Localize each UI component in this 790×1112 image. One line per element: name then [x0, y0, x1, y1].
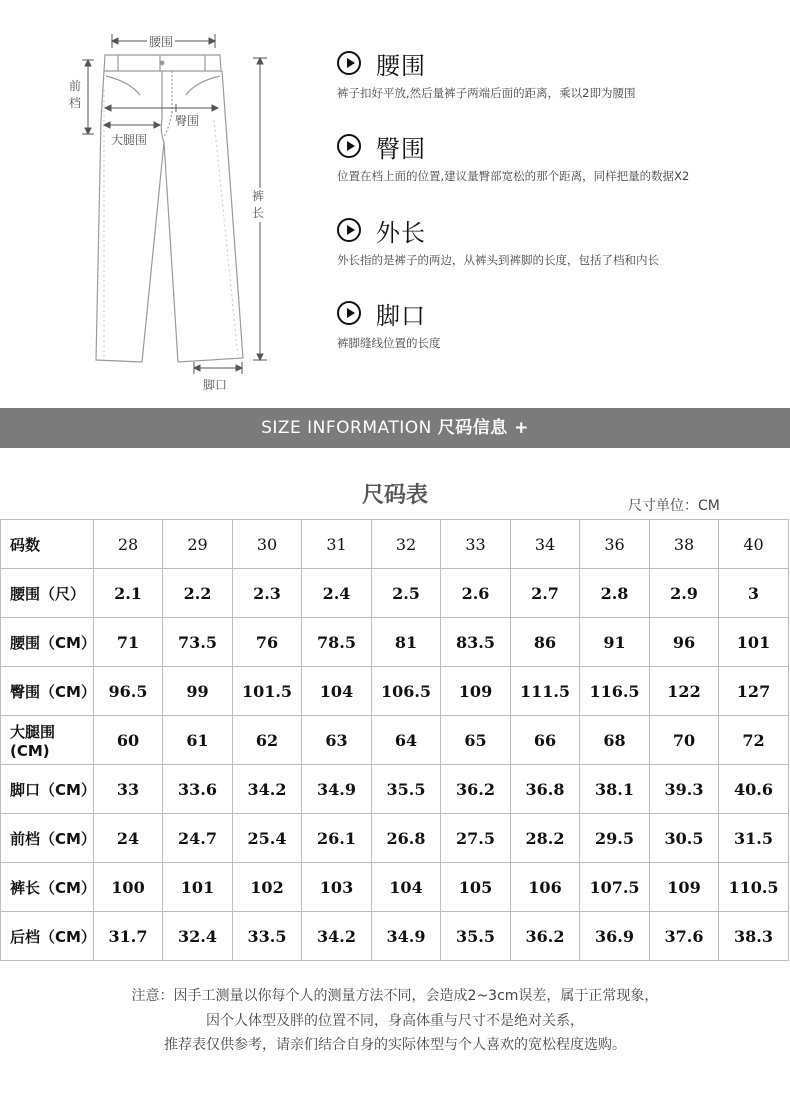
- row-label-cell: 臀围（CM）: [1, 667, 94, 716]
- table-cell: 96: [650, 618, 719, 667]
- table-cell: 28.2: [511, 814, 580, 863]
- table-cell: 100: [94, 863, 163, 912]
- table-cell: 66: [511, 716, 580, 765]
- table-cell: 36.9: [580, 912, 650, 961]
- size-information-banner: [0, 408, 790, 448]
- table-cell: 34.9: [302, 765, 372, 814]
- table-cell: 62: [233, 716, 302, 765]
- table-cell: 91: [580, 618, 650, 667]
- measurement-desc: 外长指的是裤子的两边，从裤头到裤脚的长度，包括了档和内长: [337, 253, 659, 267]
- size-header-cell: 32: [372, 520, 441, 569]
- table-cell: 2.4: [302, 569, 372, 618]
- measurement-title: 臀围: [376, 134, 426, 163]
- table-row: [1, 618, 789, 667]
- table-cell: 26.8: [372, 814, 441, 863]
- size-header-cell: 38: [650, 520, 719, 569]
- row-label-cell: 后档（CM）: [1, 912, 94, 961]
- measurement-desc: 位置在档上面的位置,建议量臀部宽松的那个距离，同样把量的数据X2: [337, 169, 690, 183]
- banner-chinese: 尺码信息 +: [437, 418, 529, 438]
- table-cell: 107.5: [580, 863, 650, 912]
- table-cell: 104: [302, 667, 372, 716]
- play-circle-icon: [337, 134, 361, 158]
- row-label-cell: 腰围（尺）: [1, 569, 94, 618]
- table-row: [1, 814, 789, 863]
- table-cell: 24: [94, 814, 163, 863]
- measurement-item-hip: [337, 131, 777, 184]
- table-cell: 30.5: [650, 814, 719, 863]
- table-row: [1, 569, 789, 618]
- table-cell: 101: [719, 618, 789, 667]
- table-cell: 106.5: [372, 667, 441, 716]
- table-cell: 2.5: [372, 569, 441, 618]
- table-cell: 2.8: [580, 569, 650, 618]
- table-cell: 36.2: [511, 912, 580, 961]
- table-cell: 86: [511, 618, 580, 667]
- measurement-item-outer-length: [337, 215, 777, 268]
- table-cell: 81: [372, 618, 441, 667]
- table-cell: 2.9: [650, 569, 719, 618]
- table-cell: 96.5: [94, 667, 163, 716]
- table-cell: 33.6: [163, 765, 233, 814]
- table-cell: 2.6: [441, 569, 511, 618]
- table-cell: 35.5: [441, 912, 511, 961]
- measurement-desc: 裤脚缝线位置的长度: [337, 336, 441, 350]
- row-label-cell: 前档（CM）: [1, 814, 94, 863]
- table-cell: 73.5: [163, 618, 233, 667]
- table-cell: 70: [650, 716, 719, 765]
- table-cell: 2.7: [511, 569, 580, 618]
- table-cell: 38.3: [719, 912, 789, 961]
- measurement-title: 脚口: [376, 301, 426, 330]
- row-label-cell: 裤长（CM）: [1, 863, 94, 912]
- note-line: 因个人体型及胖的位置不同，身高体重与尺寸不是绝对关系，: [206, 1012, 584, 1029]
- note-line: 注意：因手工测量以你每个人的测量方法不同，会造成2~3cm误差，属于正常现象，: [131, 988, 659, 1004]
- table-cell: 83.5: [441, 618, 511, 667]
- table-cell: 106: [511, 863, 580, 912]
- front-rise-label: 前档: [68, 79, 81, 110]
- row-label-cell: 腰围（CM）: [1, 618, 94, 667]
- table-cell: 101: [163, 863, 233, 912]
- measurement-title: 外长: [376, 218, 426, 247]
- hip-label: 臀围: [175, 114, 200, 128]
- measurement-item-hem: [337, 298, 777, 351]
- measurement-item-waist: [337, 48, 777, 101]
- table-cell: 76: [233, 618, 302, 667]
- table-cell: 111.5: [511, 667, 580, 716]
- table-cell: 34.2: [302, 912, 372, 961]
- table-cell: 99: [163, 667, 233, 716]
- table-cell: 61: [163, 716, 233, 765]
- table-cell: 101.5: [233, 667, 302, 716]
- table-cell: 105: [441, 863, 511, 912]
- table-cell: 2.3: [233, 569, 302, 618]
- table-cell: 109: [650, 863, 719, 912]
- table-cell: 127: [719, 667, 789, 716]
- table-cell: 109: [441, 667, 511, 716]
- size-header-cell: 33: [441, 520, 511, 569]
- pants-diagram: [0, 0, 300, 400]
- table-cell: 60: [94, 716, 163, 765]
- table-cell: 2.1: [94, 569, 163, 618]
- table-cell: 29.5: [580, 814, 650, 863]
- table-cell: 3: [719, 569, 789, 618]
- table-row: [1, 667, 789, 716]
- measurement-title: 腰围: [376, 51, 426, 80]
- table-cell: 110.5: [719, 863, 789, 912]
- size-header-cell: 30: [233, 520, 302, 569]
- table-cell: 24.7: [163, 814, 233, 863]
- play-circle-icon: [337, 301, 361, 325]
- table-cell: 2.2: [163, 569, 233, 618]
- table-cell: 32.4: [163, 912, 233, 961]
- table-cell: 34.2: [233, 765, 302, 814]
- table-cell: 25.4: [233, 814, 302, 863]
- measurement-desc: 裤子扣好平放,然后量裤子两端后面的距离，乘以2即为腰围: [337, 86, 636, 100]
- table-cell: 64: [372, 716, 441, 765]
- table-cell: 71: [94, 618, 163, 667]
- table-cell: 102: [233, 863, 302, 912]
- table-cell: 65: [441, 716, 511, 765]
- row-label-cell: 脚口（CM）: [1, 765, 94, 814]
- table-header-row: [1, 520, 789, 569]
- header-cell: 码数: [1, 520, 94, 569]
- table-cell: 36.8: [511, 765, 580, 814]
- table-cell: 122: [650, 667, 719, 716]
- table-cell: 36.2: [441, 765, 511, 814]
- size-table: [0, 519, 789, 961]
- play-circle-icon: [337, 218, 361, 242]
- table-cell: 78.5: [302, 618, 372, 667]
- play-circle-icon: [337, 51, 361, 75]
- banner-english: SIZE INFORMATION: [261, 418, 438, 438]
- table-cell: 63: [302, 716, 372, 765]
- table-cell: 31.7: [94, 912, 163, 961]
- table-cell: 39.3: [650, 765, 719, 814]
- table-cell: 34.9: [372, 912, 441, 961]
- table-cell: 31.5: [719, 814, 789, 863]
- table-cell: 33.5: [233, 912, 302, 961]
- table-cell: 38.1: [580, 765, 650, 814]
- table-cell: 27.5: [441, 814, 511, 863]
- hem-label: 脚口: [203, 378, 228, 392]
- waist-label: 腰围: [149, 35, 174, 49]
- length-label: 裤长: [251, 189, 264, 220]
- size-header-cell: 31: [302, 520, 372, 569]
- size-header-cell: 40: [719, 520, 789, 569]
- table-cell: 35.5: [372, 765, 441, 814]
- table-cell: 68: [580, 716, 650, 765]
- size-table-title: 尺码表: [361, 483, 428, 508]
- table-cell: 72: [719, 716, 789, 765]
- table-cell: 37.6: [650, 912, 719, 961]
- size-header-cell: 36: [580, 520, 650, 569]
- table-row: [1, 863, 789, 912]
- note-line: 推荐表仅供参考，请亲们结合自身的实际体型与个人喜欢的宽松程度选购。: [164, 1037, 626, 1053]
- size-header-cell: 34: [511, 520, 580, 569]
- notes: [0, 984, 790, 1058]
- thigh-label: 大腿围: [111, 133, 148, 147]
- table-cell: 26.1: [302, 814, 372, 863]
- row-label-cell: 大腿围(CM): [1, 716, 94, 765]
- unit-label: 尺寸单位：CM: [628, 498, 720, 514]
- table-cell: 33: [94, 765, 163, 814]
- table-row: [1, 716, 789, 765]
- size-header-cell: 28: [94, 520, 163, 569]
- table-row: [1, 912, 789, 961]
- table-cell: 116.5: [580, 667, 650, 716]
- size-header-cell: 29: [163, 520, 233, 569]
- table-cell: 103: [302, 863, 372, 912]
- table-cell: 40.6: [719, 765, 789, 814]
- table-cell: 104: [372, 863, 441, 912]
- table-row: [1, 765, 789, 814]
